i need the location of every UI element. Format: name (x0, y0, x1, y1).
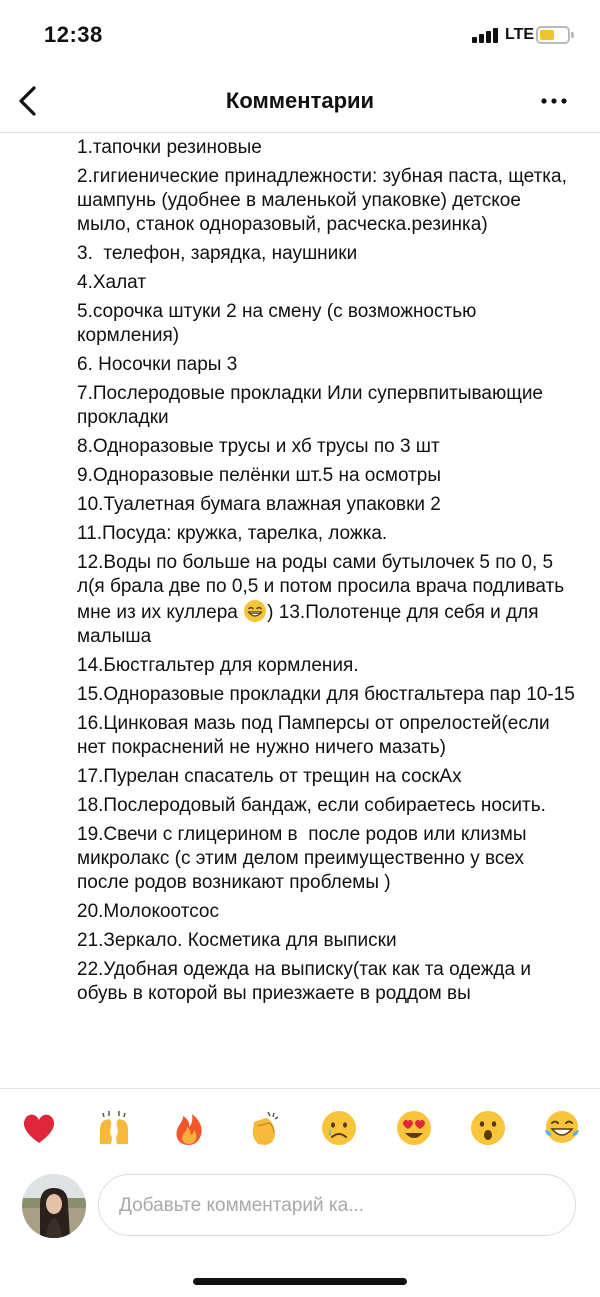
comment-text (77, 132, 577, 1088)
comment-input[interactable] (98, 1174, 576, 1236)
comment-line: 6. Носочки пары 3 (77, 354, 238, 375)
comment-line: 20.Молокоотсос (77, 901, 219, 922)
heart-eyes-emoji-button[interactable] (394, 1108, 434, 1148)
comment-line: 3. телефон, зарядка, наушники (77, 243, 358, 264)
comment-line-part: 12.Воды по больше на роды сами бутылочек 5 по 0, 5 л(я брала две по 0,5 и потом просила врача подливать мне из их куллера (77, 552, 570, 623)
comment-line: 21.Зеркало. Косметика для выписки (77, 930, 397, 951)
comment-line: 8.Одноразовые трусы и хб трусы по 3 шт (77, 436, 440, 457)
comment-composer (0, 1172, 600, 1242)
comment-line: 1.тапочки резиновые (77, 137, 262, 158)
comment-line: 16.Цинковая мазь под Памперсы от опрелостей(если нет покраснений не нужно ничего мазать) (77, 713, 555, 758)
grinning-face-emoji-icon (243, 599, 267, 623)
avatar[interactable] (22, 1174, 86, 1238)
comment-line: 2.гигиенические принадлежности: зубная паста, щетка, шампунь (удобнее в маленькой упаковке) детское мыло, станок одноразовый, расческа.резинка) (77, 166, 573, 235)
comment-line: 18.Послеродовый бандаж, если собираетесь носить. (77, 795, 546, 816)
battery-icon (536, 26, 570, 44)
raising-hands-icon (94, 1108, 134, 1148)
comment-line: 5.сорочка штуки 2 на смену (с возможностью кормления) (77, 301, 482, 346)
comment-line (77, 551, 577, 649)
red-heart-icon (19, 1108, 59, 1148)
more-horizontal-icon (540, 86, 570, 116)
crying-face-icon (319, 1108, 359, 1148)
comment-line: 7.Послеродовые прокладки Или супервпитывающие прокладки (77, 383, 549, 428)
divider (0, 1088, 600, 1089)
reaction-bar (0, 1108, 600, 1152)
nav-bar (0, 70, 600, 133)
comment-input-field[interactable] (117, 1175, 561, 1237)
face-with-open-mouth-emoji-button[interactable] (468, 1108, 508, 1148)
face-with-open-mouth-icon (468, 1108, 508, 1148)
comment-line: 9.Одноразовые пелёнки шт.5 на осмотры (77, 465, 442, 486)
tears-of-joy-emoji-button[interactable] (542, 1108, 582, 1148)
tears-of-joy-icon (542, 1108, 582, 1148)
comment-line: 10.Туалетная бумага влажная упаковки 2 (77, 494, 441, 515)
page-title: Комментарии (225, 88, 375, 113)
comment-line: 11.Посуда: кружка, тарелка, ложка. (77, 523, 388, 544)
raising-hands-emoji-button[interactable] (94, 1108, 134, 1148)
more-button[interactable] (540, 86, 570, 116)
red-heart-emoji-button[interactable] (19, 1108, 59, 1148)
clapping-hands-icon (244, 1108, 284, 1148)
comment-line: 4.Халат (77, 272, 147, 293)
fire-emoji-button[interactable] (169, 1108, 209, 1148)
clapping-hands-emoji-button[interactable] (244, 1108, 284, 1148)
status-bar (0, 0, 600, 70)
status-time: 12:38 (44, 22, 103, 47)
fire-icon (169, 1108, 209, 1148)
comment-line: 15.Одноразовые прокладки для бюстгальтера пар 10-15 (77, 684, 575, 705)
comment-line: 19.Свечи с глицерином в после родов или клизмы микролакс (с этим делом преимущественно у всех после родов возникают проблемы ) (77, 824, 532, 893)
user-avatar-icon (22, 1174, 86, 1238)
comment-line: 14.Бюстгальтер для кормления. (77, 655, 359, 676)
comment-line: 17.Пурелан спасатель от трещин на соскАх (77, 766, 462, 787)
crying-face-emoji-button[interactable] (319, 1108, 359, 1148)
comment-line-part: ) 13.Полотенце для себя и для малыша (77, 602, 544, 647)
home-indicator[interactable] (193, 1278, 407, 1285)
comment-line: 22.Удобная одежда на выписку(так как та одежда и обувь в которой вы приезжаете в роддом вы (77, 959, 537, 1004)
network-label: LTE (505, 26, 535, 43)
signal-icon (472, 28, 500, 43)
heart-eyes-icon (394, 1108, 434, 1148)
